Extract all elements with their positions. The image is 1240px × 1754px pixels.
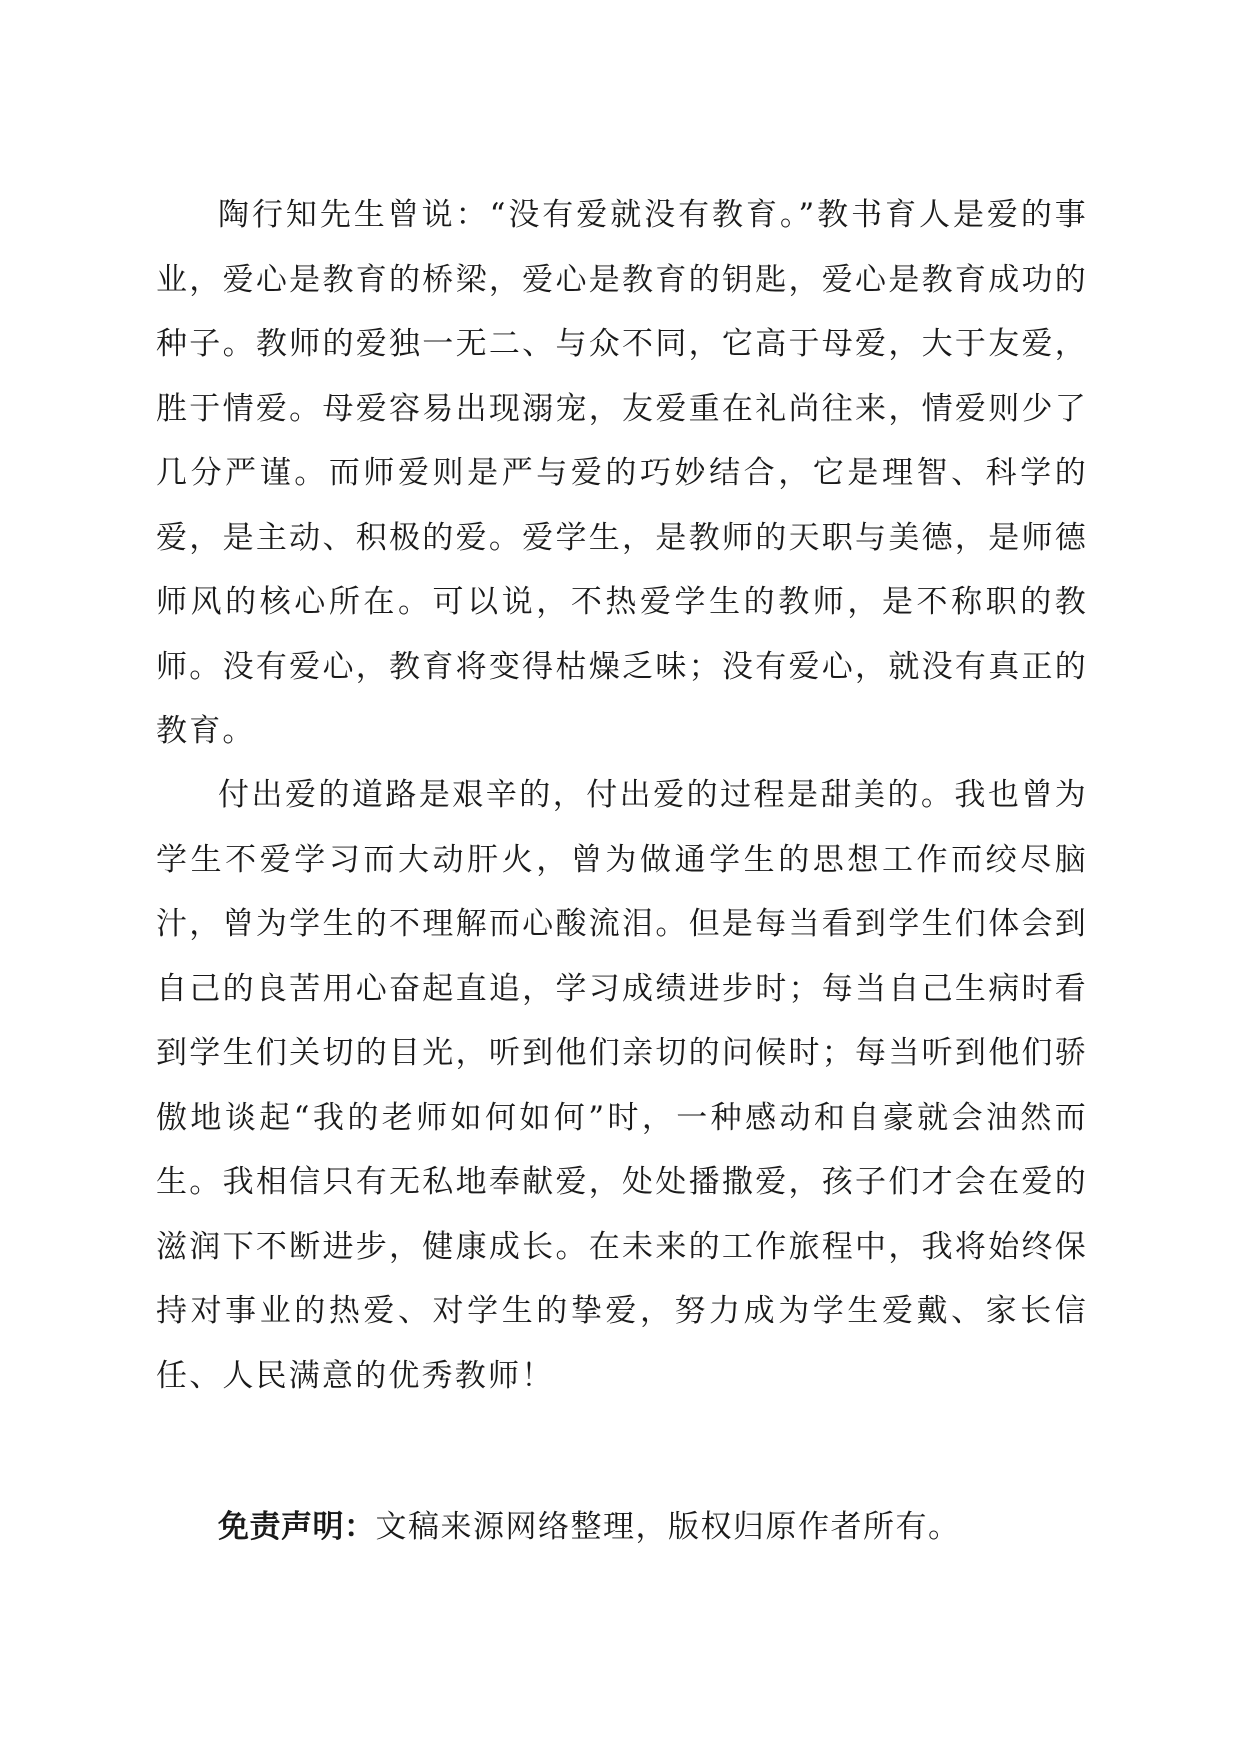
body-paragraph-1: 陶行知先生曾说：“没有爱就没有教育。”教书育人是爱的事业，爱心是教育的桥梁，爱心是教育的钥匙，爱心是教育成功的种子。教师的爱独一无二、与众不同，它高于母爱，大于友爱，胜于情爱。母爱容易出现溺宠，友爱重在礼尚往来，情爱则少了几分严谨。而师爱则是严与爱的巧妙结合，它是理智、科学的爱，是主动、积极的爱。爱学生，是教师的天职与美德，是师德师风的核心所在。可以说，不热爱学生的教师，是不称职的教师。没有爱心，教育将变得枯燥乏味；没有爱心，就没有真正的教育。 [156, 197, 1088, 749]
disclaimer [218, 1502, 1078, 1552]
disclaimer-text: 文稿来源网络整理，版权归原作者所有。 [375, 1509, 961, 1545]
disclaimer-label: 免责声明： [218, 1509, 376, 1545]
body-paragraph-2: 付出爱的道路是艰辛的，付出爱的过程是甜美的。我也曾为学生不爱学习而大动肝火，曾为做通学生的思想工作而绞尽脑汁，曾为学生的不理解而心酸流泪。但是每当看到学生们体会到自己的良苦用心奋起直追，学习成绩进步时；每当自己生病时看到学生们关切的目光，听到他们亲切的问候时；每当听到他们骄傲地谈起“我的老师如何如何”时，一种感动和自豪就会油然而生。我相信只有无私地奉献爱，处处播撒爱，孩子们才会在爱的滋润下不断进步，健康成长。在未来的工作旅程中，我将始终保持对事业的热爱、对学生的挚爱，努力成为学生爱戴、家长信任、人民满意的优秀教师！ [156, 777, 1088, 1394]
